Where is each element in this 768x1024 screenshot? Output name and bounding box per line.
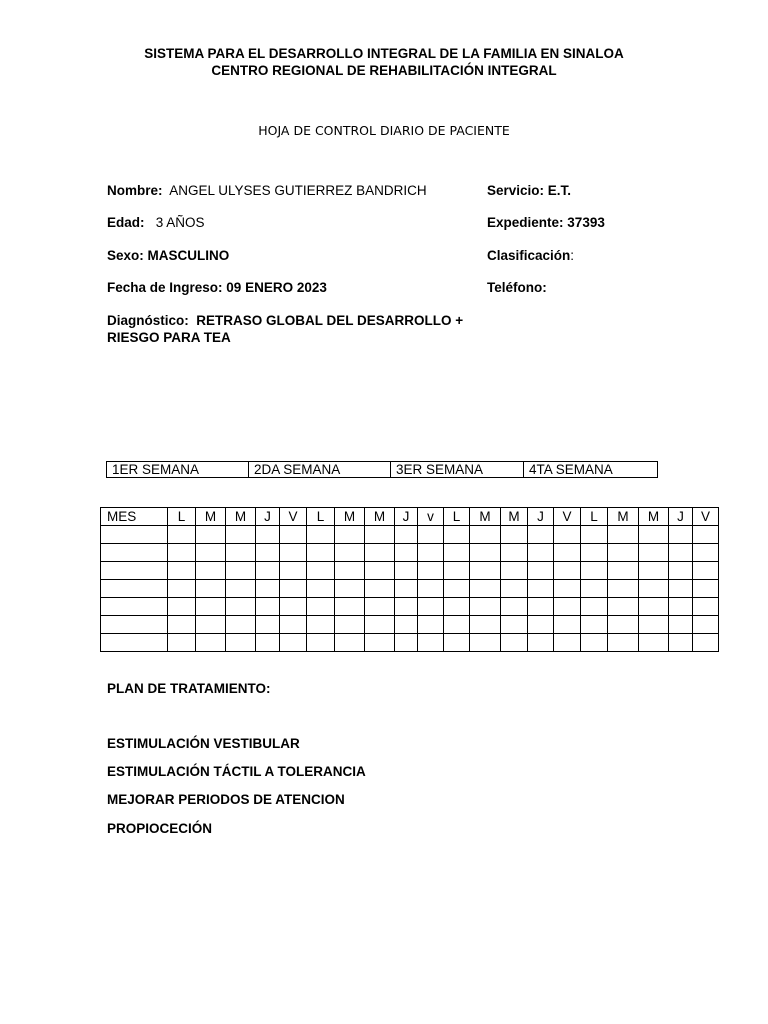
- day-header: M: [639, 508, 669, 526]
- day-header: J: [669, 508, 693, 526]
- plan-title: PLAN DE TRATAMIENTO:: [107, 681, 271, 696]
- attendance-cell: [307, 526, 335, 544]
- field-servicio: [487, 183, 571, 198]
- institution-name: SISTEMA PARA EL DESARROLLO INTEGRAL DE LA FAMILIA EN SINALOA: [144, 46, 624, 61]
- month-cell: [101, 562, 168, 580]
- attendance-cell: [365, 544, 395, 562]
- field-edad: [107, 215, 205, 230]
- attendance-cell: [608, 598, 639, 616]
- attendance-cell: [196, 562, 226, 580]
- attendance-cell: [168, 634, 196, 652]
- attendance-cell: [639, 544, 669, 562]
- attendance-cell: [280, 562, 307, 580]
- attendance-cell: [470, 598, 501, 616]
- day-header: V: [693, 508, 719, 526]
- attendance-cell: [280, 580, 307, 598]
- attendance-cell: [501, 526, 528, 544]
- attendance-cell: [395, 562, 418, 580]
- attendance-cell: [444, 544, 470, 562]
- attendance-cell: [444, 634, 470, 652]
- attendance-cell: [528, 544, 554, 562]
- attendance-cell: [365, 634, 395, 652]
- servicio-value: E.T.: [547, 183, 572, 198]
- attendance-cell: [581, 616, 608, 634]
- attendance-cell: [639, 616, 669, 634]
- attendance-cell: [693, 544, 719, 562]
- attendance-table: [100, 507, 719, 652]
- attendance-cell: [256, 526, 280, 544]
- attendance-cell: [307, 562, 335, 580]
- attendance-cell: [168, 598, 196, 616]
- attendance-cell: [196, 598, 226, 616]
- attendance-cell: [581, 526, 608, 544]
- attendance-cell: [444, 616, 470, 634]
- attendance-cell: [693, 580, 719, 598]
- document-title: HOJA DE CONTROL DIARIO DE PACIENTE: [258, 123, 510, 138]
- day-header: M: [608, 508, 639, 526]
- month-cell: [101, 580, 168, 598]
- attendance-cell: [444, 580, 470, 598]
- attendance-cell: [196, 526, 226, 544]
- attendance-cell: [418, 634, 444, 652]
- attendance-cell: [693, 616, 719, 634]
- plan-item: PROPIOCECIÓN: [107, 821, 213, 836]
- edad-label: Edad:: [107, 215, 145, 230]
- attendance-cell: [608, 634, 639, 652]
- attendance-cell: [395, 634, 418, 652]
- attendance-cell: [693, 562, 719, 580]
- attendance-cell: [554, 562, 581, 580]
- attendance-cell: [669, 526, 693, 544]
- attendance-row: [101, 580, 719, 598]
- attendance-cell: [418, 580, 444, 598]
- day-header: J: [395, 508, 418, 526]
- attendance-cell: [226, 616, 256, 634]
- attendance-cell: [669, 598, 693, 616]
- diag-label: Diagnóstico:: [107, 313, 189, 328]
- attendance-cell: [501, 544, 528, 562]
- field-sexo: [107, 248, 229, 263]
- attendance-cell: [226, 580, 256, 598]
- day-header: J: [528, 508, 554, 526]
- attendance-cell: [501, 634, 528, 652]
- month-cell: [101, 634, 168, 652]
- attendance-cell: [256, 562, 280, 580]
- expediente-label: Expediente:: [487, 215, 564, 230]
- day-header: L: [444, 508, 470, 526]
- month-cell: [101, 544, 168, 562]
- attendance-cell: [395, 580, 418, 598]
- attendance-cell: [554, 580, 581, 598]
- attendance-cell: [168, 562, 196, 580]
- attendance-cell: [669, 580, 693, 598]
- attendance-cell: [444, 526, 470, 544]
- day-header: v: [418, 508, 444, 526]
- attendance-cell: [365, 562, 395, 580]
- attendance-cell: [693, 598, 719, 616]
- plan-item: ESTIMULACIÓN TÁCTIL A TOLERANCIA: [107, 764, 366, 779]
- attendance-cell: [365, 526, 395, 544]
- attendance-cell: [280, 634, 307, 652]
- attendance-cell: [669, 616, 693, 634]
- servicio-label: Servicio:: [487, 183, 545, 198]
- attendance-cell: [226, 634, 256, 652]
- fecha-value: 09 ENERO 2023: [226, 280, 327, 295]
- attendance-cell: [280, 526, 307, 544]
- attendance-cell: [528, 598, 554, 616]
- day-header: V: [280, 508, 307, 526]
- sexo-value: MASCULINO: [147, 248, 230, 263]
- day-header: L: [307, 508, 335, 526]
- attendance-cell: [693, 634, 719, 652]
- attendance-cell: [501, 580, 528, 598]
- attendance-cell: [418, 616, 444, 634]
- attendance-cell: [470, 526, 501, 544]
- plan-item: MEJORAR PERIODOS DE ATENCION: [107, 792, 345, 807]
- attendance-cell: [554, 598, 581, 616]
- attendance-cell: [365, 616, 395, 634]
- attendance-cell: [693, 526, 719, 544]
- day-header: L: [581, 508, 608, 526]
- attendance-cell: [581, 598, 608, 616]
- attendance-cell: [444, 598, 470, 616]
- attendance-cell: [418, 544, 444, 562]
- attendance-cell: [335, 526, 365, 544]
- expediente-value: 37393: [567, 215, 605, 230]
- attendance-cell: [256, 616, 280, 634]
- attendance-cell: [335, 580, 365, 598]
- attendance-cell: [280, 616, 307, 634]
- attendance-cell: [608, 562, 639, 580]
- attendance-cell: [639, 634, 669, 652]
- day-header: M: [365, 508, 395, 526]
- plan-item: ESTIMULACIÓN VESTIBULAR: [107, 736, 300, 751]
- month-cell: [101, 526, 168, 544]
- attendance-cell: [168, 544, 196, 562]
- attendance-cell: [608, 616, 639, 634]
- mes-header: MES: [101, 508, 168, 526]
- attendance-cell: [528, 562, 554, 580]
- attendance-cell: [470, 634, 501, 652]
- attendance-cell: [307, 598, 335, 616]
- attendance-row: [101, 598, 719, 616]
- attendance-cell: [196, 580, 226, 598]
- attendance-cell: [669, 634, 693, 652]
- center-name: CENTRO REGIONAL DE REHABILITACIÓN INTEGRAL: [211, 63, 557, 78]
- attendance-row: [101, 544, 719, 562]
- week-2-cell: 2DA SEMANA: [249, 462, 391, 478]
- attendance-cell: [639, 562, 669, 580]
- attendance-cell: [256, 580, 280, 598]
- sexo-label: Sexo:: [107, 248, 144, 263]
- attendance-cell: [554, 544, 581, 562]
- attendance-cell: [365, 598, 395, 616]
- attendance-cell: [554, 526, 581, 544]
- attendance-cell: [581, 562, 608, 580]
- attendance-cell: [196, 634, 226, 652]
- weeks-table: [106, 461, 658, 478]
- attendance-cell: [470, 562, 501, 580]
- attendance-cell: [608, 526, 639, 544]
- week-3-cell: 3ER SEMANA: [391, 462, 524, 478]
- week-4-cell: 4TA SEMANA: [524, 462, 658, 478]
- attendance-cell: [307, 634, 335, 652]
- field-telefono: Teléfono:: [487, 280, 547, 295]
- attendance-cell: [395, 616, 418, 634]
- attendance-cell: [395, 526, 418, 544]
- attendance-row: [101, 526, 719, 544]
- attendance-cell: [528, 580, 554, 598]
- attendance-cell: [470, 580, 501, 598]
- attendance-cell: [280, 544, 307, 562]
- fecha-label: Fecha de Ingreso:: [107, 280, 223, 295]
- attendance-cell: [335, 598, 365, 616]
- attendance-cell: [528, 616, 554, 634]
- day-header: M: [226, 508, 256, 526]
- clasificacion-colon: :: [570, 248, 575, 263]
- attendance-cell: [196, 616, 226, 634]
- attendance-cell: [256, 634, 280, 652]
- attendance-cell: [501, 616, 528, 634]
- attendance-cell: [226, 526, 256, 544]
- attendance-row: [101, 634, 719, 652]
- attendance-cell: [501, 598, 528, 616]
- attendance-cell: [581, 580, 608, 598]
- attendance-cell: [256, 598, 280, 616]
- day-header: L: [168, 508, 196, 526]
- attendance-cell: [528, 526, 554, 544]
- attendance-cell: [395, 544, 418, 562]
- attendance-cell: [669, 544, 693, 562]
- attendance-cell: [335, 616, 365, 634]
- field-expediente: [487, 215, 605, 230]
- attendance-row: [101, 562, 719, 580]
- attendance-cell: [581, 634, 608, 652]
- attendance-cell: [528, 634, 554, 652]
- attendance-cell: [395, 598, 418, 616]
- attendance-cell: [639, 580, 669, 598]
- attendance-cell: [307, 544, 335, 562]
- day-header: M: [470, 508, 501, 526]
- attendance-cell: [168, 526, 196, 544]
- month-cell: [101, 616, 168, 634]
- attendance-cell: [608, 544, 639, 562]
- edad-value: 3 AÑOS: [155, 215, 205, 230]
- attendance-cell: [168, 616, 196, 634]
- diag-value-line1: RETRASO GLOBAL DEL DESARROLLO +: [196, 313, 464, 328]
- attendance-cell: [168, 580, 196, 598]
- clasificacion-label: Clasificación: [487, 248, 571, 263]
- attendance-cell: [418, 562, 444, 580]
- attendance-cell: [226, 544, 256, 562]
- attendance-cell: [669, 562, 693, 580]
- month-cell: [101, 598, 168, 616]
- attendance-header-row: [101, 508, 719, 526]
- attendance-cell: [226, 598, 256, 616]
- attendance-cell: [256, 544, 280, 562]
- attendance-cell: [470, 544, 501, 562]
- attendance-cell: [581, 544, 608, 562]
- attendance-cell: [196, 544, 226, 562]
- day-header: V: [554, 508, 581, 526]
- attendance-cell: [365, 580, 395, 598]
- attendance-cell: [226, 562, 256, 580]
- attendance-row: [101, 616, 719, 634]
- attendance-cell: [307, 616, 335, 634]
- day-header: J: [256, 508, 280, 526]
- diag-value-line2: RIESGO PARA TEA: [107, 330, 231, 345]
- attendance-cell: [639, 598, 669, 616]
- attendance-cell: [335, 544, 365, 562]
- day-header: M: [196, 508, 226, 526]
- week-1-cell: 1ER SEMANA: [107, 462, 249, 478]
- field-clasificacion: [487, 248, 574, 263]
- attendance-cell: [554, 616, 581, 634]
- attendance-cell: [444, 562, 470, 580]
- attendance-cell: [418, 526, 444, 544]
- attendance-cell: [418, 598, 444, 616]
- attendance-cell: [307, 580, 335, 598]
- attendance-cell: [501, 562, 528, 580]
- attendance-cell: [639, 526, 669, 544]
- nombre-label: Nombre:: [107, 183, 163, 198]
- nombre-value: ANGEL ULYSES GUTIERREZ BANDRICH: [169, 183, 427, 198]
- day-header: M: [501, 508, 528, 526]
- attendance-cell: [470, 616, 501, 634]
- day-header: M: [335, 508, 365, 526]
- attendance-cell: [335, 634, 365, 652]
- field-diagnostico: [107, 313, 463, 328]
- field-nombre: [107, 183, 427, 198]
- attendance-cell: [335, 562, 365, 580]
- attendance-cell: [280, 598, 307, 616]
- field-fecha-ingreso: [107, 280, 327, 295]
- attendance-cell: [608, 580, 639, 598]
- attendance-cell: [554, 634, 581, 652]
